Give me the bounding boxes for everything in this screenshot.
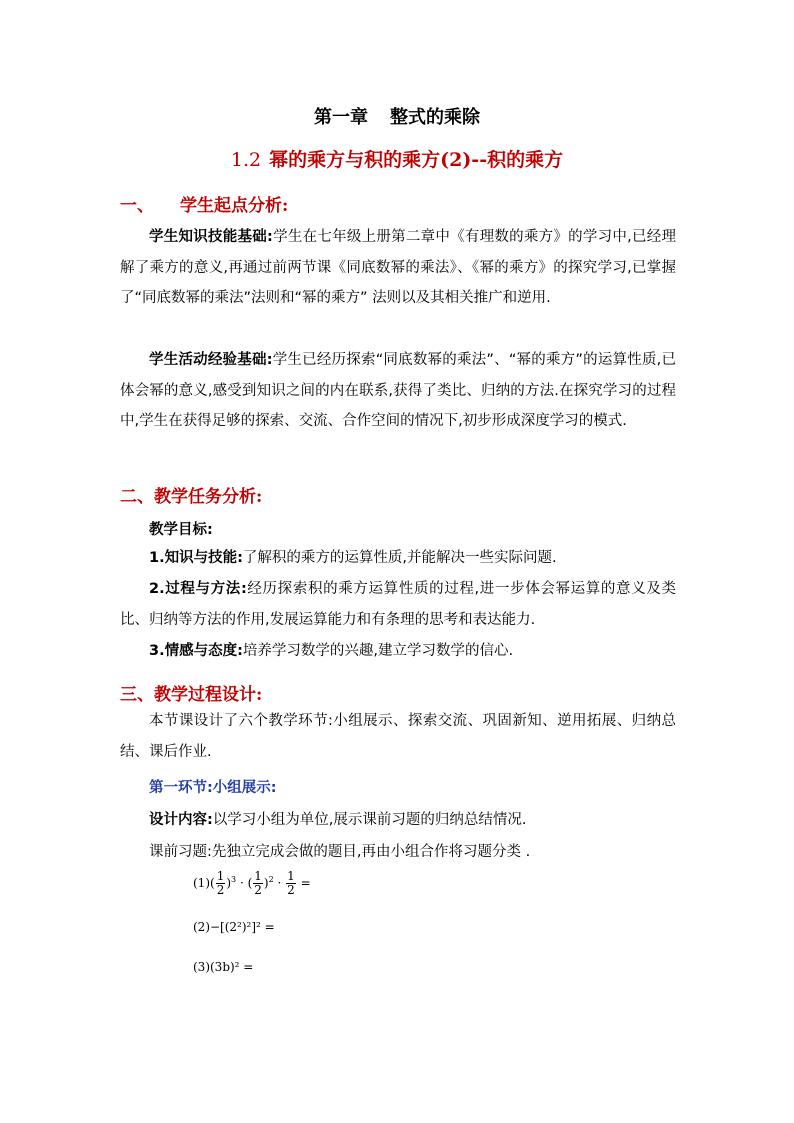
section2-heading: 二、教学任务分析:	[120, 487, 263, 507]
design-content: 设计内容:以学习小组为单位,展示课前习题的归纳总结情况.	[149, 812, 527, 828]
chapter-name: 整式的乘除	[390, 107, 480, 128]
knowledge-label: 学生知识技能基础:	[149, 229, 273, 245]
section1-paragraph-knowledge: 学生知识技能基础:学生在七年级上册第二章中《有理数的乘方》的学习中,已经理解了乘方的意义,再通过前两节课《同底数幂的乘法》、《幂的乘方》的探究学习,已掌握了“同底数幂的乘法”法则和“幂的乘方” 法则以及其相关推广和逆用.	[120, 229, 676, 306]
chapter-label: 第一章	[314, 107, 368, 128]
lesson-title-text: 幂的乘方与积的乘方(2)--积的乘方	[269, 149, 564, 171]
lesson-title	[0, 145, 794, 172]
goal-attitude: 3.情感与态度:培养学习数学的兴趣,建立学习数学的信心.	[149, 643, 514, 659]
section3-heading: 三、教学过程设计:	[120, 685, 263, 705]
pre-exercise: 课前习题:先独立完成会做的题目,再由小组合作将习题分类 .	[149, 844, 531, 860]
formula-2: (2)−[(2²)²]² =	[193, 920, 275, 934]
section1-paragraph-experience: 学生活动经验基础:学生已经历探索“同底数幂的乘法”、“幂的乘方”的运算性质,已体会幂的意义,感受到知识之间的内在联系,获得了类比、归纳的方法.在探究学习的过程中,学生在获得足够的探索、交流、合作空间的情况下,初步形成深度学习的模式.	[120, 352, 676, 429]
chapter-heading	[0, 103, 794, 129]
step1-title: 第一环节:小组展示:	[149, 780, 277, 796]
section1-heading: 一、 学生起点分析:	[120, 196, 289, 216]
formula-1: (1)( $\frac{1}{2}$ )$^3$ · ( $\frac{1}{2}$ )$^2$ · $\frac{1}{2}$ =	[193, 869, 311, 897]
formula-3: (3)(3b)² =	[193, 960, 254, 974]
goal-process: 2.过程与方法:经历探索积的乘方运算性质的过程,进一步体会幂运算的意义及类比、归纳等方法的作用,发展运算能力和有条理的思考和表达能力.	[120, 581, 676, 628]
experience-label: 学生活动经验基础:	[149, 352, 273, 368]
section3-intro: 本节课设计了六个教学环节:小组展示、探索交流、巩固新知、逆用拓展、归纳总结、课后作业.	[120, 713, 676, 760]
goals-label: 教学目标:	[149, 522, 213, 538]
goal-knowledge: 1.知识与技能:了解积的乘方的运算性质,并能解决一些实际问题.	[149, 550, 557, 566]
lesson-number: 1.2	[230, 149, 262, 171]
